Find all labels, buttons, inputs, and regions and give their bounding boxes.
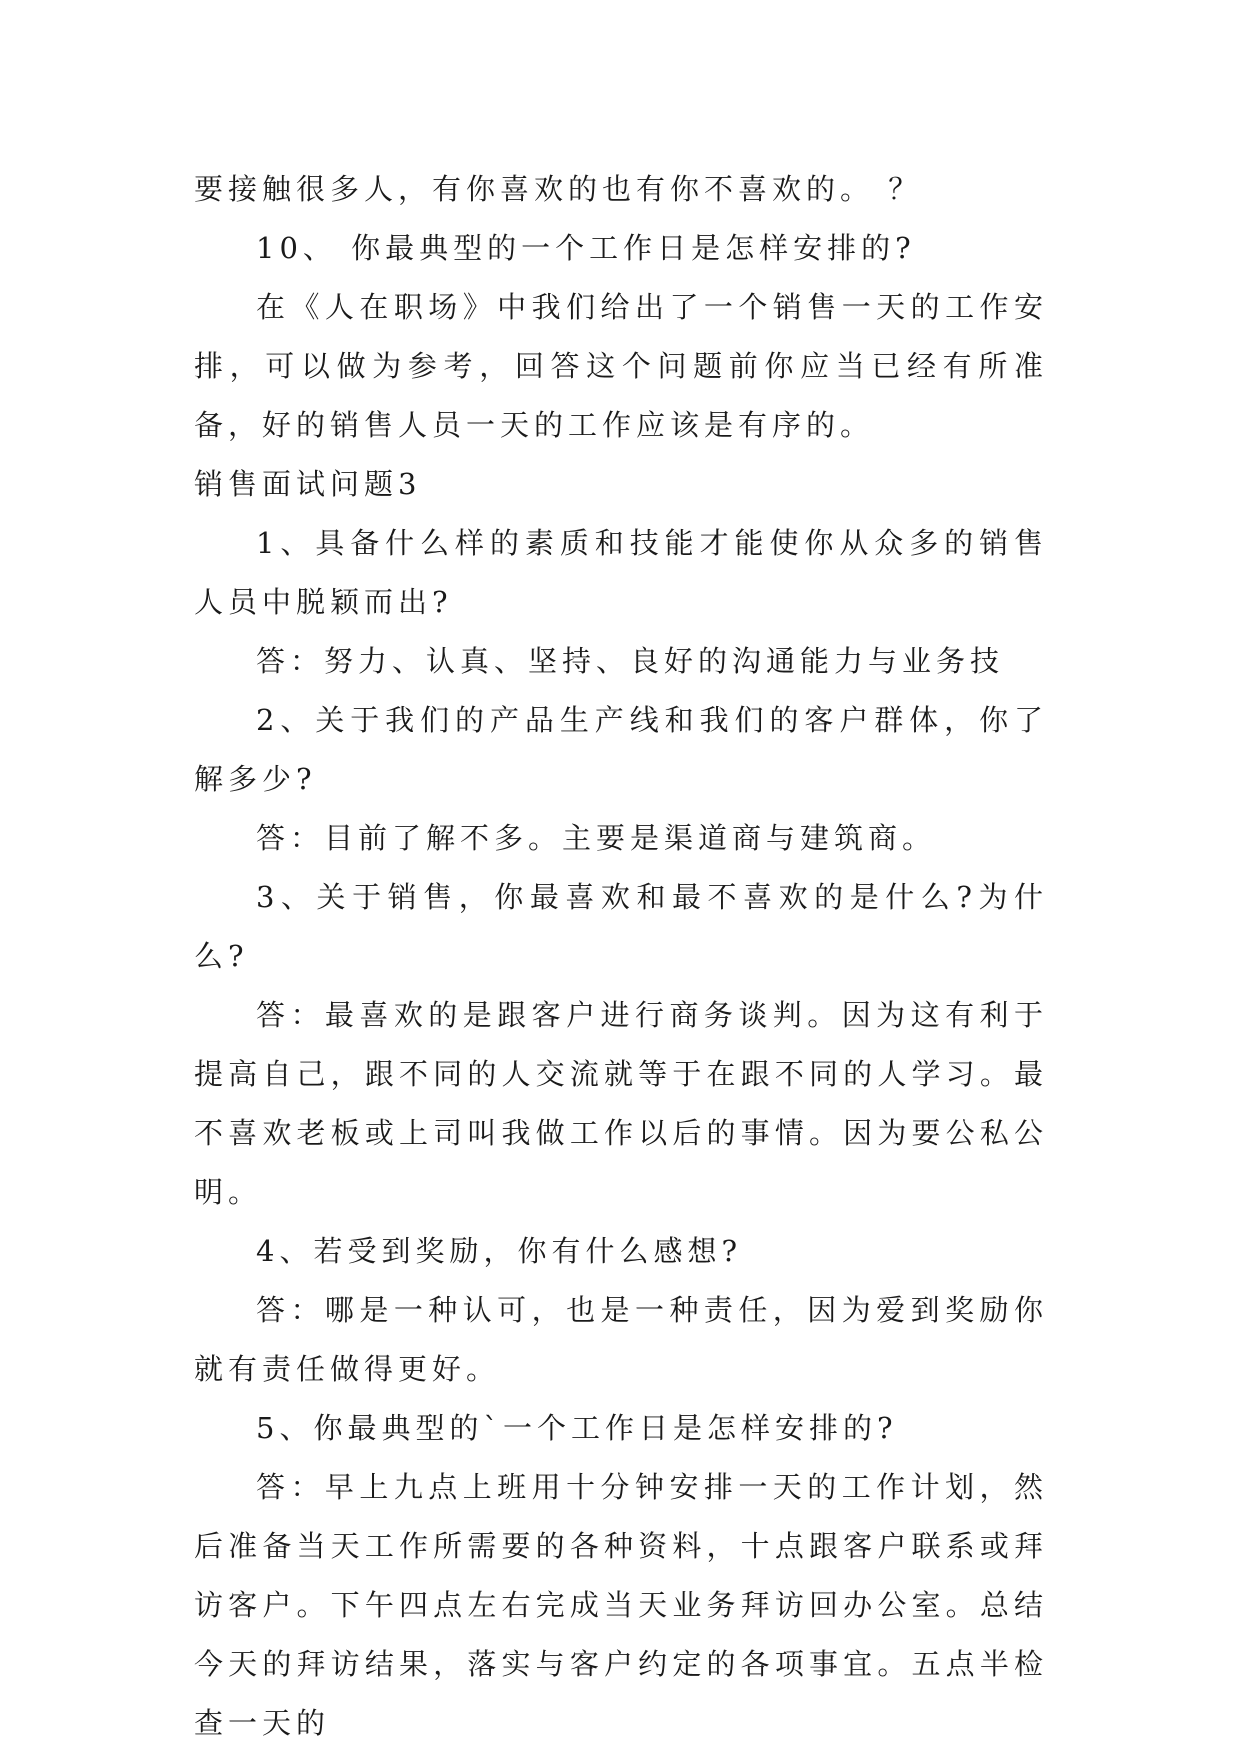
question-heading: 10、 你最典型的一个工作日是怎样安排的?	[256, 231, 916, 265]
answer-paragraph: 答：目前了解不多。主要是渠道商与建筑商。	[256, 821, 937, 855]
section-title: 销售面试问题3	[194, 467, 422, 501]
answer-paragraph: 答：哪是一种认可，也是一种责任，因为爱到奖励你就有责任做得更好。	[194, 1293, 1048, 1386]
answer-paragraph: 答：早上九点上班用十分钟安排一天的工作计划，然后准备当天工作所需要的各种资料，十点跟客户联系或拜访客户。下午四点左右完成当天业务拜访回办公室。总结今天的拜访结果，落实与客户约定的各项事宜。五点半检查一天的	[194, 1470, 1048, 1740]
question-heading: 1、具备什么样的素质和技能才能使你从众多的销售人员中脱颖而出?	[194, 526, 1048, 619]
question-heading: 5、你最典型的`一个工作日是怎样安排的?	[256, 1411, 898, 1445]
answer-paragraph: 答：努力、认真、坚持、良好的沟通能力与业务技	[256, 644, 1005, 678]
question-heading: 3、关于销售，你最喜欢和最不喜欢的是什么?为什么?	[194, 880, 1048, 973]
paragraph: 在《人在职场》中我们给出了一个销售一天的工作安排，可以做为参考，回答这个问题前你应当已经有所准备，好的销售人员一天的工作应该是有序的。	[194, 290, 1048, 442]
question-heading: 2、关于我们的产品生产线和我们的客户群体，你了解多少?	[194, 703, 1048, 796]
paragraph: 要接触很多人，有你喜欢的也有你不喜欢的。 ？	[194, 172, 923, 206]
answer-paragraph: 答：最喜欢的是跟客户进行商务谈判。因为这有利于提高自己，跟不同的人交流就等于在跟不同的人学习。最不喜欢老板或上司叫我做工作以后的事情。因为要公私公明。	[194, 998, 1048, 1209]
document-body	[194, 160, 1048, 1753]
question-heading: 4、若受到奖励，你有什么感想?	[256, 1234, 742, 1268]
